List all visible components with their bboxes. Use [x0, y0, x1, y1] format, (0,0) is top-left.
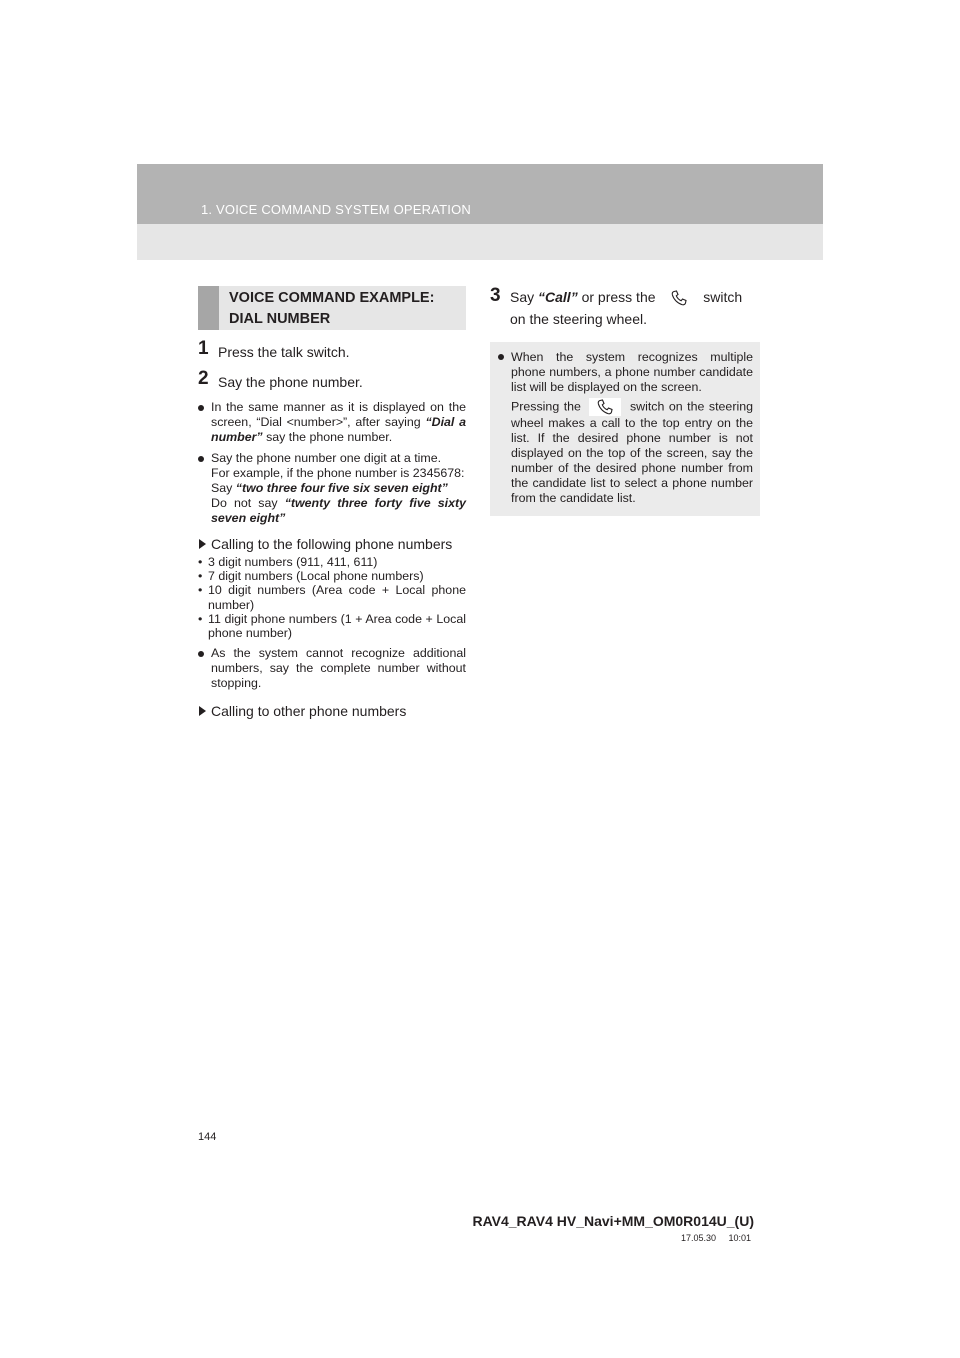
arrow-right-icon — [199, 539, 206, 549]
bullet-text: Say the phone number one digit at a time. — [211, 451, 442, 465]
bullet-text: In the same manner as it is displayed on the screen, “Dial <number>”, after saying — [211, 400, 466, 429]
step-number: 1 — [198, 338, 209, 359]
document-id: RAV4_RAV4 HV_Navi+MM_OM0R014U_(U) — [472, 1213, 754, 1229]
list-item-text: 10 digit numbers (Area code + Local phone number) — [208, 583, 466, 612]
left-column — [198, 286, 466, 720]
subheading — [198, 703, 466, 720]
bullet-text: For example, if the phone number is 2345678: — [211, 466, 465, 480]
step-3 — [490, 286, 760, 330]
note-item — [498, 350, 753, 506]
section-heading-box — [198, 286, 466, 330]
note-paragraph — [511, 398, 753, 506]
step-number: 3 — [490, 285, 501, 306]
step-text: Say the phone number. — [218, 374, 363, 390]
phone-icon — [663, 289, 695, 307]
bullet-dot-icon — [198, 456, 204, 462]
note-text: switch on the steering wheel makes a call to the top entry on the list. If the desired phone number is not displayed on the top of the screen, say the number of the desired phone number from the candidate list to select a phone number from the candidate list. — [511, 399, 753, 505]
voice-command: “two three four five six seven eight” — [235, 481, 448, 495]
list-item: • 11 digit phone numbers (1 + Area code + Local phone number) — [198, 611, 466, 641]
step-text: Say — [510, 289, 539, 305]
header-band — [137, 164, 823, 224]
arrow-right-icon — [199, 706, 206, 716]
print-timestamp: 17.05.30 10:01 — [680, 1233, 751, 1243]
step-number: 2 — [198, 368, 209, 389]
right-column — [490, 286, 760, 516]
list-item: • 10 digit numbers (Area code + Local phone number) — [198, 583, 466, 612]
header-title: 1. VOICE COMMAND SYSTEM OPERATION — [201, 202, 472, 217]
bullet-item — [198, 400, 466, 445]
page-number: 144 — [198, 1131, 217, 1143]
step-text: switch on the steering wheel. — [510, 289, 743, 327]
list-item-text: 3 digit numbers (911, 411, 611) — [208, 555, 378, 569]
note-box — [490, 342, 760, 516]
step-text: Press the talk switch. — [218, 344, 350, 360]
bullet-text: Say — [211, 481, 236, 495]
subheading-text: Calling to the following phone numbers — [211, 536, 453, 552]
section-title-line1: VOICE COMMAND EXAMPLE: — [229, 290, 435, 306]
bullet-dot-icon — [498, 354, 504, 360]
phone-icon — [589, 398, 621, 416]
subheading — [198, 536, 466, 553]
step-text: or press the — [577, 289, 660, 305]
list-item: • 7 digit numbers (Local phone numbers) — [198, 569, 424, 584]
page-header — [137, 164, 823, 260]
note-text: Pressing the — [511, 399, 586, 414]
note-text: When the system recognizes multiple phone numbers, a phone number candidate list will be displayed on the screen. — [511, 350, 753, 394]
section-title — [229, 288, 434, 330]
bullet-text: As the system cannot recognize additional numbers, say the complete number without stopping. — [211, 646, 466, 691]
bullet-dot-icon — [198, 405, 204, 411]
section-title-line2: DIAL NUMBER — [229, 311, 331, 327]
list-item-text: 7 digit numbers (Local phone numbers) — [208, 569, 424, 584]
voice-command: “twenty three forty five sixty seven eight” — [211, 496, 466, 525]
step-2 — [198, 368, 466, 391]
bullet-item — [198, 451, 466, 526]
voice-command: “Call” — [538, 289, 578, 305]
list-item: • 3 digit numbers (911, 411, 611) — [198, 555, 378, 569]
subheading-text: Calling to other phone numbers — [211, 703, 407, 720]
bullet-item — [198, 646, 466, 691]
bullet-text: say the phone number. — [262, 430, 393, 444]
step-1 — [198, 338, 466, 361]
bullet-dot-icon — [198, 651, 204, 657]
number-list — [198, 555, 466, 640]
voice-command: “Dial a number” — [211, 415, 466, 444]
section-marker — [198, 286, 219, 330]
list-item-text: 11 digit phone numbers (1 + Area code + Local phone number) — [208, 611, 466, 641]
bullet-text: Do not say — [211, 496, 285, 510]
